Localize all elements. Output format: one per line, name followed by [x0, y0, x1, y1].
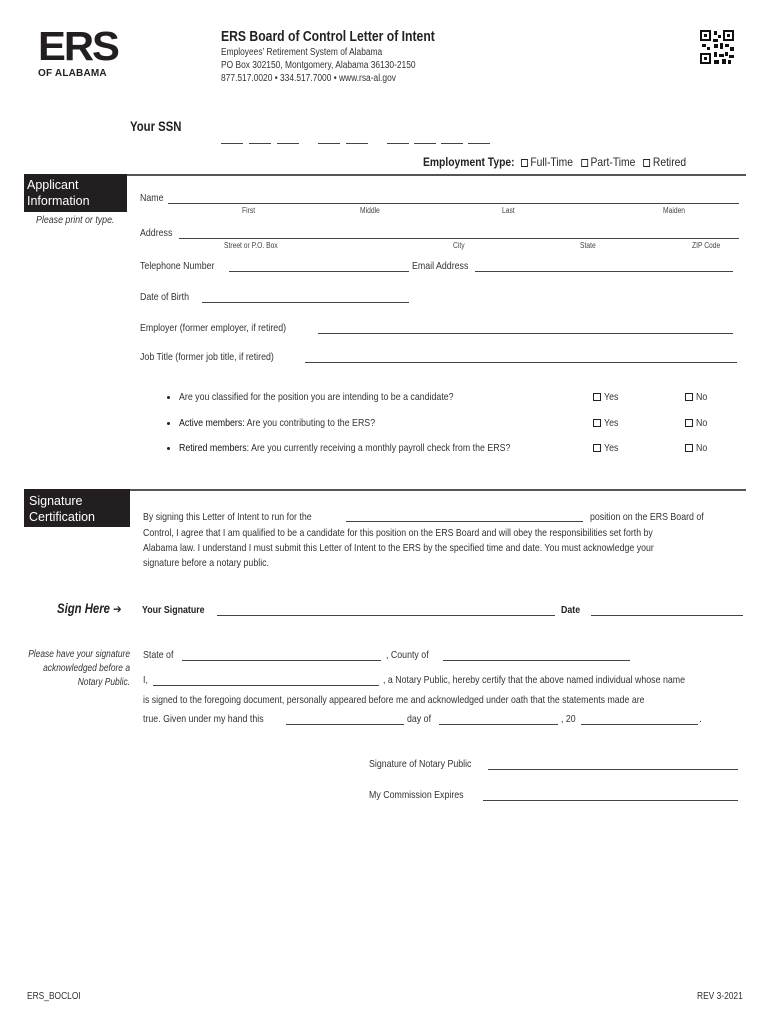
your-signature-field[interactable]: [217, 615, 555, 616]
name-maiden-label: Maiden: [663, 206, 686, 215]
retired-no-checkbox[interactable]: No: [685, 442, 709, 454]
email-field[interactable]: [475, 271, 733, 272]
print-hint: Please print or type.: [36, 214, 115, 226]
employer-field[interactable]: [318, 333, 733, 334]
period-text: .: [699, 713, 702, 725]
org-address: PO Box 302150, Montgomery, Alabama 36130-2150: [221, 60, 416, 71]
notary-signature-field[interactable]: [488, 769, 738, 770]
classified-yes-checkbox[interactable]: Yes: [593, 391, 621, 403]
name-label: Name: [140, 192, 164, 204]
classified-no-checkbox[interactable]: No: [685, 391, 709, 403]
given-year-field[interactable]: [581, 724, 698, 725]
employer-label: Employer (former employer, if retired): [140, 322, 287, 334]
address-field[interactable]: [179, 238, 739, 239]
state-field[interactable]: [182, 660, 381, 661]
ers-logo: [38, 23, 118, 79]
applicant-divider: [24, 174, 746, 176]
fulltime-checkbox[interactable]: Full-Time: [521, 155, 573, 169]
dob-label: Date of Birth: [140, 291, 190, 303]
qr-code-icon: [700, 30, 734, 64]
revision-label: REV 3-2021: [697, 991, 743, 1002]
telephone-label: Telephone Number: [140, 260, 215, 272]
form-title: ERS Board of Control Letter of Intent: [221, 29, 435, 45]
notary-name-field[interactable]: [153, 685, 379, 686]
given-label: true. Given under my hand this: [143, 713, 264, 725]
notary-i-label: I,: [143, 674, 148, 686]
notary-hint: Please have your signature acknowledged before a Notary Public.: [28, 649, 131, 688]
notary-signature-label: Signature of Notary Public: [369, 758, 472, 770]
twenty-label: , 20: [561, 713, 576, 725]
logo-sub-text: OF ALABAMA: [38, 68, 107, 79]
retired-yes-checkbox[interactable]: Yes: [593, 442, 621, 454]
arrow-right-icon: ➔: [113, 602, 122, 616]
dob-field[interactable]: [202, 302, 409, 303]
name-middle-label: Middle: [360, 206, 380, 215]
active-no-checkbox[interactable]: No: [685, 417, 709, 429]
address-zip-label: ZIP Code: [692, 241, 721, 250]
date-field[interactable]: [591, 615, 743, 616]
given-month-field[interactable]: [439, 724, 558, 725]
sign-here-label: Sign Here ➔: [57, 601, 122, 616]
form-id: ERS_BOCLOI: [27, 991, 81, 1002]
parttime-checkbox[interactable]: Part-Time: [581, 155, 635, 169]
name-last-label: Last: [502, 206, 515, 215]
county-of-label: , County of: [386, 649, 429, 661]
day-of-label: day of: [407, 713, 432, 725]
state-of-label: State of: [143, 649, 174, 661]
name-first-label: First: [242, 206, 256, 215]
notary-certify-text: , a Notary Public, hereby certify that the above named individual whose name: [383, 674, 686, 686]
employment-type-row: [423, 155, 729, 169]
jobtitle-field[interactable]: [305, 362, 737, 363]
address-label: Address: [140, 227, 173, 239]
telephone-field[interactable]: [229, 271, 409, 272]
county-field[interactable]: [443, 660, 630, 661]
address-state-label: State: [580, 241, 596, 250]
ssn-label: Your SSN: [130, 119, 182, 134]
position-field[interactable]: [346, 521, 583, 522]
email-label: Email Address: [412, 260, 469, 272]
org-contact: 877.517.0020 • 334.517.7000 • www.rsa-al.gov: [221, 73, 396, 84]
active-yes-checkbox[interactable]: Yes: [593, 417, 621, 429]
address-city-label: City: [453, 241, 465, 250]
given-day-field[interactable]: [286, 724, 404, 725]
signature-divider: [24, 489, 746, 491]
signature-cert-header: Signature Certification: [24, 489, 130, 527]
date-label: Date: [561, 604, 581, 616]
your-signature-label: Your Signature: [142, 604, 205, 616]
applicant-info-header: Applicant Information: [24, 174, 127, 212]
address-street-label: Street or P.O. Box: [224, 241, 278, 250]
logo-main-text: ERS: [38, 23, 118, 69]
notary-line2: is signed to the foregoing document, personally appeared before me and acknowledged under oath that the statements made are: [143, 694, 645, 706]
commission-field[interactable]: [483, 800, 738, 801]
employment-type-label: Employment Type:: [423, 155, 515, 169]
retired-checkbox[interactable]: Retired: [643, 155, 686, 169]
name-field[interactable]: [168, 203, 739, 204]
org-name: Employees’ Retirement System of Alabama: [221, 47, 383, 58]
jobtitle-label: Job Title (former job title, if retired): [140, 351, 274, 363]
commission-label: My Commission Expires: [369, 789, 464, 801]
